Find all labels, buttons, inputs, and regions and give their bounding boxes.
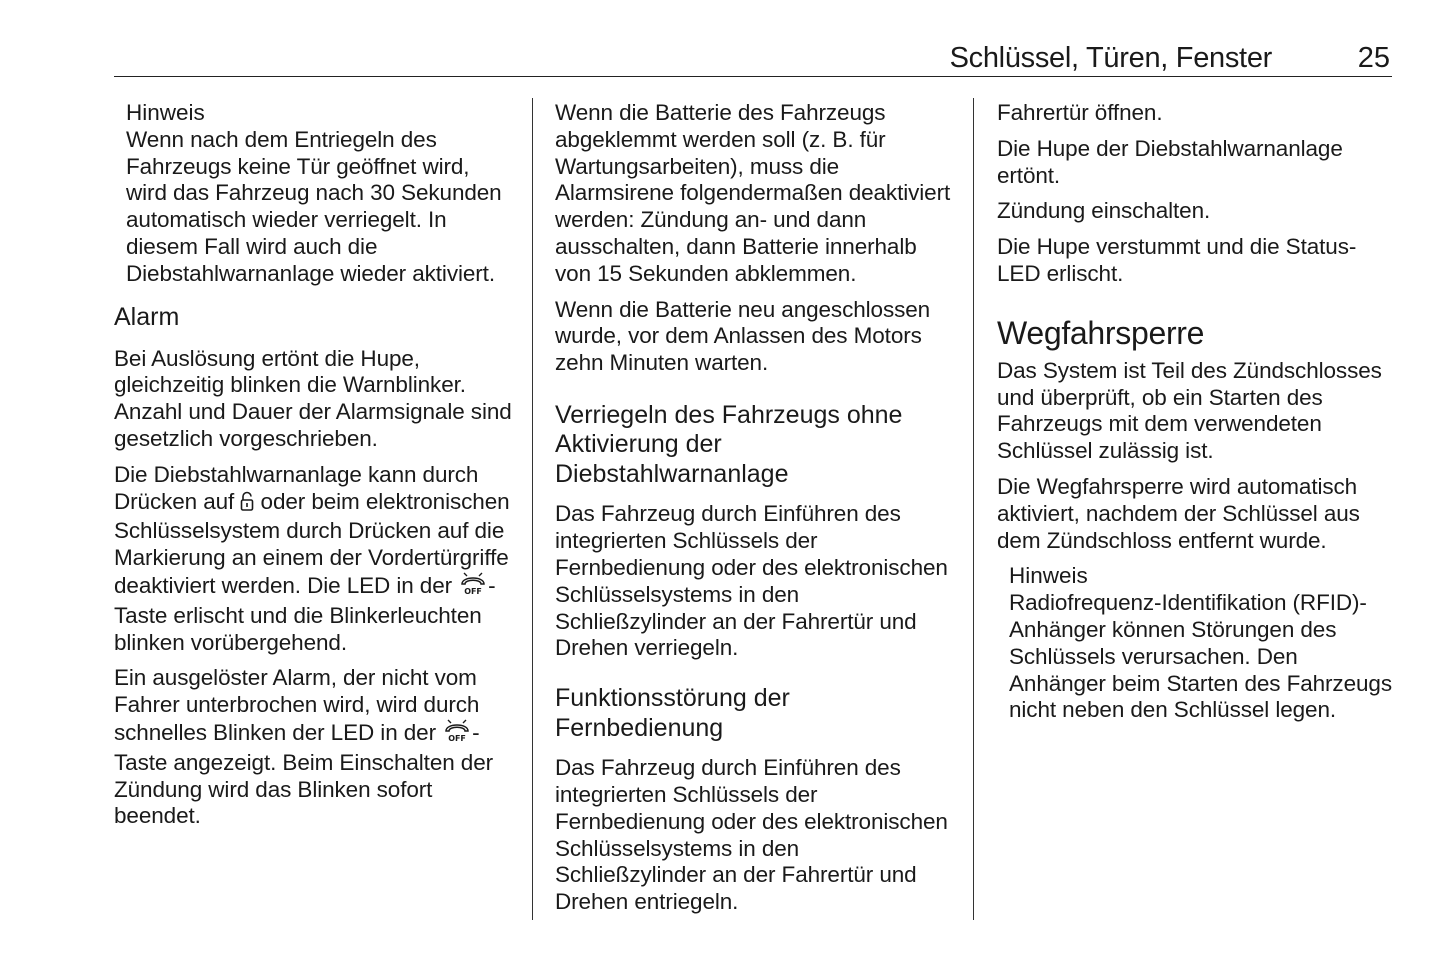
section-heading-immobilizer: Wegfahrsperre xyxy=(997,314,1205,351)
text-span: -Taste angezeigt. Beim Einschalten der Zündung wird das Blinken sofort beendet. xyxy=(114,719,494,829)
note-box xyxy=(114,100,514,288)
column-1 xyxy=(114,100,514,839)
paragraph: Die Hupe verstummt und die Status-LED erlischt. xyxy=(997,234,1357,286)
section-heading-fault: Funktionsstörung der Fernbedienung xyxy=(555,684,790,742)
text-span: oder beim elektronischen Schlüsselsystem durch Drücken auf die Markierung an einem der Vordertürgriffe deaktiviert werden. Die LED in der xyxy=(114,488,510,598)
note-box xyxy=(997,563,1397,724)
text-span: -Taste erlischt und die Blinkerleuchten blinken vorübergehend. xyxy=(114,572,496,655)
note-text: Radiofrequenz-Identifikation (RFID)-Anhänger können Störungen des Schlüssels verursachen. Den Anhänger beim Starten des Fahrzeugs nicht neben den Schlüssel legen. xyxy=(1009,590,1392,723)
alarm-off-icon xyxy=(458,572,488,603)
column-2 xyxy=(555,100,955,925)
column-3 xyxy=(997,100,1397,738)
svg-text:OFF: OFF xyxy=(464,586,482,596)
page-header xyxy=(114,40,1392,77)
note-label: Hinweis xyxy=(126,100,205,125)
text-span: Die Diebstahlwarnanlage kann durch Drücken auf xyxy=(114,461,479,514)
text-span: Ein ausgelöster Alarm, der nicht vom Fahrer unterbrochen wird, wird durch schnelles Blinken der LED in der xyxy=(114,665,480,745)
paragraph: Wenn die Batterie des Fahrzeugs abgeklemmt werden soll (z. B. für Wartungsarbeiten), muss die Alarmsirene folgendermaßen deaktiviert werden: Zündung an- und dann ausschalten, dann Batterie innerhalb von 15 Sekunden abklemmen. xyxy=(555,100,951,286)
header-title: Schlüssel, Türen, Fenster xyxy=(949,42,1272,74)
paragraph: Zündung einschalten. xyxy=(997,198,1211,224)
paragraph: Wenn die Batterie neu angeschlossen wurde, vor dem Anlassen des Motors zehn Minuten warten. xyxy=(555,296,931,376)
unlock-icon xyxy=(240,491,254,519)
svg-text:OFF: OFF xyxy=(448,733,466,743)
paragraph: Das Fahrzeug durch Einführen des integrierten Schlüssels der Fernbedienung oder des elektronischen Schlüsselsystems in den Schließzylinder an der Fahrertür und Drehen verriegeln. xyxy=(555,501,948,661)
paragraph: Fahrertür öffnen. xyxy=(997,100,1163,125)
note-label: Hinweis xyxy=(1009,563,1088,589)
paragraph: Das Fahrzeug durch Einführen des integrierten Schlüssels der Fernbedienung oder des elektronischen Schlüsselsystems in den Schließzylinder an der Fahrertür und Drehen entriegeln. xyxy=(555,755,948,915)
section-heading-alarm: Alarm xyxy=(114,302,180,331)
paragraph xyxy=(114,462,514,657)
paragraph xyxy=(114,665,514,830)
note-text: Wenn nach dem Entriegeln des Fahrzeugs keine Tür geöffnet wird, wird das Fahrzeug nach 30 Sekunden automatisch wieder verriegelt. In diesem Fall wird auch die Diebstahlwarnanlage wieder aktiviert. xyxy=(126,126,502,286)
paragraph: Die Hupe der Diebstahlwarnanlage ertönt. xyxy=(997,135,1343,188)
column-divider xyxy=(532,98,533,920)
section-heading-lock: Verriegeln des Fahrzeugs ohne Aktivierung der Diebstahlwarnanlage xyxy=(555,400,903,488)
alarm-off-icon xyxy=(442,719,472,750)
page-number: 25 xyxy=(1357,42,1390,74)
paragraph: Das System ist Teil des Zündschlosses und überprüft, ob ein Starten des Fahrzeugs mit dem verwendeten Schlüssel zulässig ist. xyxy=(997,357,1382,464)
paragraph: Die Wegfahrsperre wird automatisch aktiviert, nachdem der Schlüssel aus dem Zündschloss entfernt wurde. xyxy=(997,473,1360,553)
column-divider xyxy=(973,98,974,920)
paragraph: Bei Auslösung ertönt die Hupe, gleichzeitig blinken die Warnblinker. Anzahl und Dauer der Alarmsignale sind gesetzlich vorgeschrieben. xyxy=(114,345,512,451)
